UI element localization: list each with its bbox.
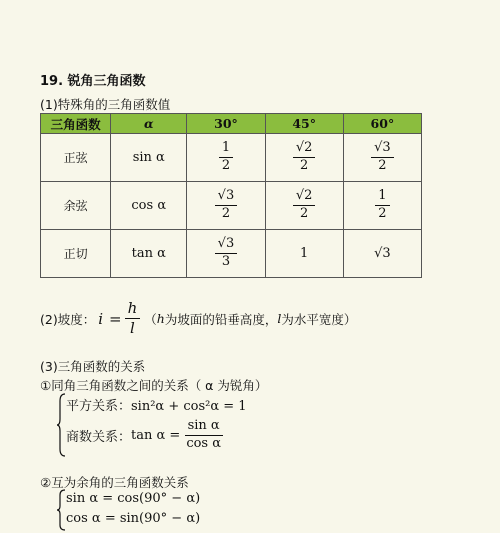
slope-note-mid: 为坡面的铅垂高度， [164,311,278,327]
table-row [41,134,422,182]
function-cell: tan α [111,230,187,278]
fraction-numerator: √2 [293,189,316,206]
function-cell: cos α [111,182,187,230]
part1-title: (1)特殊角的三角函数值 [40,97,171,112]
table-row [41,230,422,278]
fraction-numerator: 1 [375,189,389,206]
value-cell [265,134,343,182]
complement-formula: sin α = cos(90° − α) [66,491,201,506]
complement-formula: cos α = sin(90° − α) [66,511,201,526]
slope-note-end: 为水平宽度） [281,311,357,327]
fraction-denominator: 2 [221,206,231,221]
function-cell: sin α [111,134,187,182]
part3-title: (3)三角函数的关系 [40,359,146,374]
header-cell: 三角函数 [41,114,111,134]
square-relation [66,395,247,414]
left-brace-icon [56,489,66,531]
fraction-denominator: 2 [300,206,309,221]
value-cell [187,134,265,182]
fraction-numerator: √3 [215,189,238,206]
slope-prefix: (2)坡度： [40,311,96,327]
fraction-numerator: √3 [371,141,394,158]
complement-relations [56,489,356,531]
value-cell [187,230,265,278]
fraction-denominator: 2 [378,158,387,173]
row-label: 余弦 [41,182,111,230]
equals-sign: = [109,309,122,328]
value-cell: 1 [265,230,343,278]
part3-sub1: ①同角三角函数之间的关系（ α 为锐角） [40,378,268,393]
slope-numerator: h [125,300,141,319]
table-header-row [41,114,422,134]
fraction-denominator: 3 [221,254,231,269]
slope-note-l: l [277,311,282,327]
quotient-denominator: cos α [186,435,222,451]
fraction-denominator: 2 [221,158,231,173]
section-title: 19. 锐角三角函数 [40,74,146,89]
slope-note-h: h [156,311,165,327]
header-cell: 30° [187,114,265,134]
left-brace-icon [56,393,66,457]
relation-label: 商数关系： [66,429,132,445]
relation-label: 平方关系： [66,399,132,414]
fraction-numerator: √3 [215,237,238,254]
slope-note-open: （ [144,311,157,327]
value-cell [343,182,421,230]
fraction-numerator: √2 [293,141,316,158]
value-cell [343,134,421,182]
special-angle-table [40,113,422,278]
row-label: 正切 [41,230,111,278]
slope-denominator: l [130,319,135,338]
quotient-relation [66,419,224,452]
header-cell: 45° [265,114,343,134]
relation-formula: sin²α + cos²α = 1 [131,399,247,414]
same-angle-relations [56,393,356,457]
fraction-denominator: 2 [378,206,387,221]
slope-symbol: i [98,309,104,328]
value-cell [187,182,265,230]
slope-line [40,300,356,338]
value-cell: √3 [343,230,421,278]
row-label: 正弦 [41,134,111,182]
part3-sub2: ②互为余角的三角函数关系 [40,475,189,490]
value-cell [265,182,343,230]
quotient-numerator: sin α [185,419,223,436]
fraction-numerator: 1 [219,141,233,158]
header-cell: 60° [343,114,421,134]
relation-lhs: tan α = [131,427,181,443]
header-cell: α [111,114,187,134]
table-row [41,182,422,230]
fraction-denominator: 2 [300,158,309,173]
